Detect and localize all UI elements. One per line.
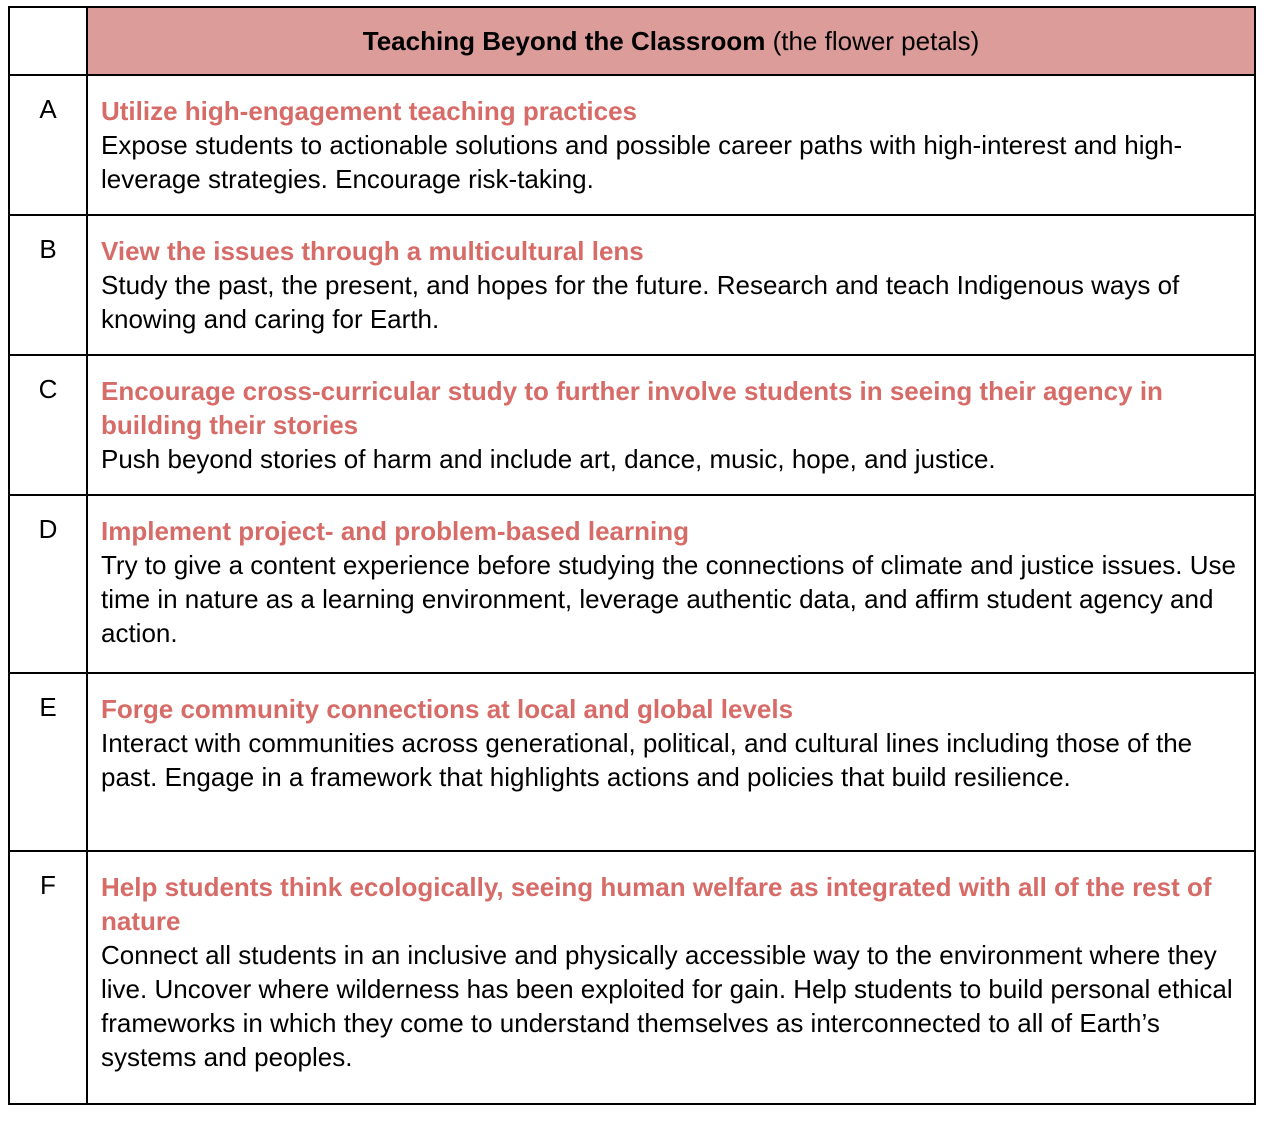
row-description: Connect all students in an inclusive and physically accessible way to the environment where they live. Uncover where wilderness has been exploited for gain. Help students to build personal ethical frameworks in which they come to understand themselves as interconnected to all of Earth’s systems and peoples. xyxy=(101,940,1233,1072)
table-row xyxy=(9,215,1255,355)
row-letter: D xyxy=(9,495,87,673)
row-letter: C xyxy=(9,355,87,495)
row-heading: Forge community connections at local and global levels xyxy=(101,694,794,724)
row-heading: Help students think ecologically, seeing human welfare as integrated with all of the rest of nature xyxy=(101,872,1212,936)
header-title-bold: Teaching Beyond the Classroom xyxy=(362,25,766,56)
table-row xyxy=(9,851,1255,1104)
row-description: Push beyond stories of harm and include art, dance, music, hope, and justice. xyxy=(101,444,996,474)
header-row xyxy=(9,7,1255,75)
row-content xyxy=(87,495,1255,673)
row-letter: E xyxy=(9,673,87,851)
row-content xyxy=(87,673,1255,851)
row-description: Study the past, the present, and hopes for the future. Research and teach Indigenous ways of knowing and caring for Earth. xyxy=(101,270,1180,334)
row-heading: Utilize high-engagement teaching practices xyxy=(101,96,637,126)
row-heading: Implement project- and problem-based learning xyxy=(101,516,689,546)
header-cell xyxy=(87,7,1255,75)
row-letter: A xyxy=(9,75,87,215)
row-content xyxy=(87,851,1255,1104)
row-content xyxy=(87,75,1255,215)
row-content xyxy=(87,355,1255,495)
row-letter: F xyxy=(9,851,87,1104)
row-heading: View the issues through a multicultural lens xyxy=(101,236,644,266)
row-description: Try to give a content experience before studying the connections of climate and justice issues. Use time in nature as a learning environment, leverage authentic data, and affirm student agency and action. xyxy=(101,550,1236,648)
table-row xyxy=(9,495,1255,673)
table-row xyxy=(9,75,1255,215)
row-description: Expose students to actionable solutions and possible career paths with high-interest and high-leverage strategies. Encourage risk-taking. xyxy=(101,130,1183,194)
petals-table xyxy=(8,6,1256,1105)
header-title-rest: (the flower petals) xyxy=(765,25,980,56)
table-row xyxy=(9,673,1255,851)
header-empty-cell xyxy=(9,7,87,75)
row-letter: B xyxy=(9,215,87,355)
table-row xyxy=(9,355,1255,495)
row-description: Interact with communities across generational, political, and cultural lines including those of the past. Engage in a framework that highlights actions and policies that build resilience. xyxy=(101,728,1193,792)
row-content xyxy=(87,215,1255,355)
row-heading: Encourage cross-curricular study to further involve students in seeing their agency in building their stories xyxy=(101,376,1163,440)
